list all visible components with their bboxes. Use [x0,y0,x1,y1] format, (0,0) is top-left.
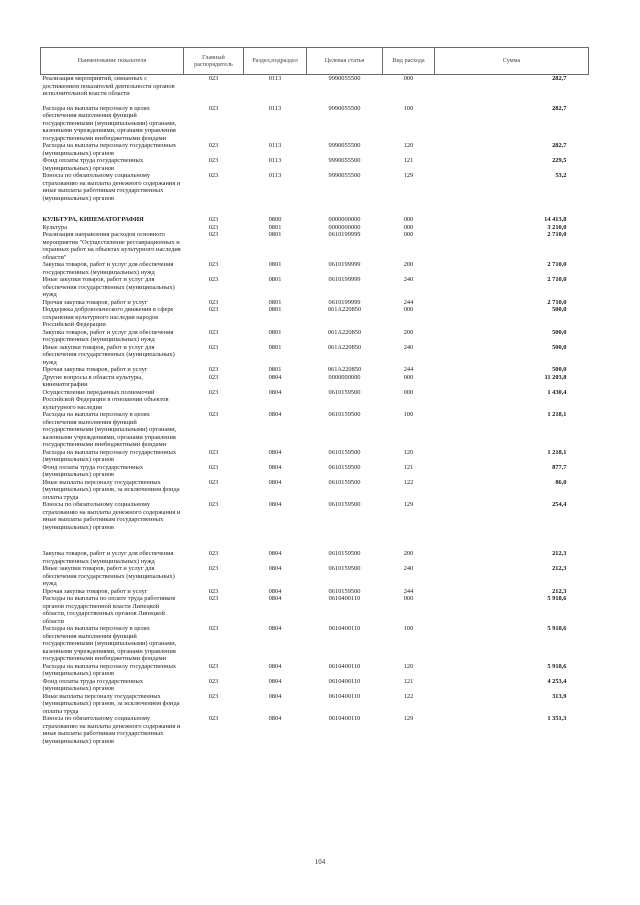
row-admin: 023 [208,172,219,179]
row-section: 0804 [268,625,282,632]
row-section: 0801 [268,261,282,268]
row-name: Закупка товаров, работ и услуг для обеспечения государственных (муниципальных) нужд [42,328,174,343]
row-sum: 229,5 [552,157,567,164]
row-admin: 023 [208,565,219,572]
row-admin: 023 [208,261,219,268]
row-article: 0000000000 [328,223,361,231]
row-sum: 5 918,6 [547,595,567,602]
row-admin: 023 [208,692,219,700]
row-name: Взносы по обязательному социальному страхованию на выплаты денежного содержания и иные выплаты работникам государственных (муниципальных) органов [42,501,181,531]
row-type: 000 [403,223,414,231]
table-row [41,663,589,678]
table-row [41,565,589,588]
row-name: Закупка товаров, работ и услуг для обеспечения государственных (муниципальных) нужд [42,550,174,565]
row-article: 0610199999 [328,298,361,306]
row-type: 129 [403,172,414,179]
row-name: Прочая закупка товаров, работ и услуг [42,587,148,595]
row-type: 244 [403,587,414,595]
page-number: 104 [314,858,326,866]
table-row [41,678,589,693]
row-type: 120 [403,662,414,670]
row-type: 240 [403,343,414,351]
row-sum: 2 710,0 [547,298,567,306]
row-type: 200 [403,261,414,268]
row-sum: 212,3 [552,550,567,557]
row-admin: 023 [208,550,219,557]
row-article: 9990055500 [328,157,361,164]
row-type: 240 [403,276,414,283]
row-admin: 023 [208,595,219,602]
row-type: 120 [403,448,414,456]
row-article: 0610400110 [328,692,361,700]
row-article: 0610159500 [328,448,361,456]
row-section: 0804 [268,411,282,418]
row-name: Закупка товаров, работ и услуг для обеспечения государственных (муниципальных) нужд [42,261,174,276]
row-name: Фонд оплаты труда государственных (муниципальных) органов [42,677,144,692]
row-sum: 500,0 [552,343,567,351]
row-section: 0801 [268,343,282,351]
row-section: 0113 [268,104,282,112]
row-type: 129 [403,501,414,508]
row-sum: 14 413,8 [544,216,567,223]
row-type: 244 [403,298,414,306]
row-name: Прочая закупка товаров, работ и услуг [42,298,148,306]
row-sum: 2 710,0 [547,276,567,283]
row-section: 0804 [268,448,282,456]
row-admin: 023 [208,298,219,306]
row-admin: 023 [208,306,219,313]
table-row [41,693,589,716]
header-section: Раздел,подраздел [244,48,307,75]
row-sum: 877,7 [552,463,567,471]
table-row [41,588,589,596]
table-row [41,501,589,531]
row-type: 200 [403,328,414,336]
row-name: Реализация мероприятий, связанных с достижением показателей деятельности органов исполнительной власти области [42,75,175,97]
table-row [41,389,589,412]
table-row [41,366,589,374]
row-section: 0804 [268,595,282,602]
row-name: Осуществление переданных полномочий Российской Федерации в отношении объектов культурного наследия [42,388,169,411]
row-sum: 3 210,0 [547,223,567,231]
table-row [41,329,589,344]
table-row [41,595,589,625]
row-sum: 5 918,6 [547,662,567,670]
row-type: 100 [403,104,414,112]
table-row [41,306,589,329]
row-type: 240 [403,565,414,572]
row-admin: 023 [208,411,219,418]
table-row [41,411,589,449]
row-article: 061A220850 [327,306,362,313]
row-type: 122 [403,692,414,700]
row-section: 0801 [268,306,282,313]
row-section: 0801 [268,298,282,306]
row-article: 0610159500 [328,411,361,418]
row-section: 0804 [268,550,282,557]
row-type: 121 [403,463,414,471]
row-article: 0610400110 [328,662,361,670]
row-name: Иные закупки товаров, работ и услуг для обеспечения государственных (муниципальных) нужд [42,565,175,587]
row-sum: 212,3 [552,565,567,572]
row-article: 0610159500 [328,565,361,572]
row-article: 061A220850 [327,328,362,336]
row-section: 0804 [268,373,282,381]
row-sum: 282,7 [552,104,567,112]
row-admin: 023 [208,463,219,471]
row-article: 0610400110 [328,715,361,722]
row-name: КУЛЬТУРА, КИНЕМАТОГРАФИЯ [42,216,144,223]
row-section: 0804 [268,677,282,685]
row-type: 000 [403,306,414,313]
row-article: 0610199999 [328,261,361,268]
row-admin: 023 [208,276,219,283]
row-article: 0610159500 [328,463,361,471]
table-row [41,531,589,565]
table-row [41,98,589,143]
row-name: Расходы на выплаты персоналу государственных (муниципальных) органов [42,142,177,157]
row-admin: 023 [208,231,219,238]
row-section: 0804 [268,662,282,670]
row-sum: 53,2 [555,172,567,179]
row-section: 0801 [268,366,282,373]
row-section: 0804 [268,715,282,722]
row-article: 061A220850 [327,343,362,351]
row-sum: 1 430,4 [547,388,567,396]
table-row [41,75,589,98]
table-header [41,48,589,75]
row-sum: 500,0 [552,366,567,373]
row-type: 129 [403,715,414,722]
row-admin: 023 [208,75,219,82]
row-admin: 023 [208,448,219,456]
row-name: Расходы на выплаты по оплате труда работников органов государственной власти Липецкой области, государственных органов Липецкой области [42,595,176,625]
row-name: Прочая закупка товаров, работ и услуг [42,366,148,373]
row-admin: 023 [208,501,219,508]
row-name: Расходы на выплаты персоналу в целях обеспечения выполнения функций государственными (муниципальными) органами, казенными учреждениями, органами управления государственными внебюджетными фондами [42,104,177,142]
row-section: 0804 [268,478,282,486]
row-type: 000 [403,388,414,396]
row-name: Фонд оплаты труда государственных (муниципальных) органов [42,463,144,478]
row-sum: 500,0 [552,328,567,336]
row-name: Реализация направления расходов основного мероприятия "Осуществление реставрационных и охранных работ на объектах культурного наследия области" [42,231,181,261]
row-sum: 1 218,1 [547,448,567,456]
row-name: Взносы по обязательному социальному страхованию на выплаты денежного содержания и иные выплаты работникам государственных (муниципальных) органов [42,172,181,202]
row-type: 000 [403,231,414,238]
row-article: 0610199999 [328,276,361,283]
row-sum: 500,0 [552,306,567,313]
budget-table [40,47,589,745]
row-name: Расходы на выплаты персоналу государственных (муниципальных) органов [42,448,177,463]
row-article: 061A220850 [327,366,362,373]
header-name: Наименование показателя [41,48,184,75]
row-admin: 023 [208,478,219,486]
row-section: 0113 [268,142,282,149]
row-name: Расходы на выплаты персоналу в целях обеспечения выполнения функций государственными (муниципальными) органами, казенными учреждениями, органами управления государственными внебюджетными фондами [42,411,177,448]
table-row [41,715,589,745]
row-admin: 023 [208,662,219,670]
row-admin: 023 [208,587,219,595]
row-section: 0804 [268,565,282,572]
row-article: 0000000000 [328,216,361,223]
row-admin: 023 [208,715,219,722]
row-sum: 282,7 [552,75,567,82]
table-row [41,299,589,307]
row-type: 100 [403,411,414,418]
row-admin: 023 [208,677,219,685]
row-name: Иные закупки товаров, работ и услуг для обеспечения государственных (муниципальных) нужд [42,343,175,366]
table-row [41,202,589,224]
table-body [41,75,589,746]
row-sum: 313,9 [552,692,567,700]
table-row [41,172,589,202]
row-section: 0801 [268,328,282,336]
header-type: Вид расхода [383,48,435,75]
row-section: 0113 [268,75,282,82]
row-name: Культура [42,223,67,231]
row-admin: 023 [208,373,219,381]
row-type: 000 [403,373,414,381]
row-article: 0610159500 [328,550,361,557]
row-type: 121 [403,677,414,685]
table-row [41,261,589,276]
row-name: Иные закупки товаров, работ и услуг для обеспечения государственных (муниципальных) нужд [42,276,175,298]
row-admin: 023 [208,328,219,336]
table-row [41,142,589,157]
row-sum: 2 710,0 [547,231,567,238]
row-section: 0804 [268,463,282,471]
row-section: 0800 [268,216,282,223]
row-admin: 023 [208,388,219,396]
row-section: 0804 [268,388,282,396]
header-admin: Главный распорядитель [184,48,244,75]
row-name: Взносы по обязательному социальному страхованию на выплаты денежного содержания и иные выплаты работникам государственных (муниципальных) органов [42,715,181,745]
row-section: 0804 [268,587,282,595]
table-row [41,625,589,663]
row-article: 0610400110 [328,677,361,685]
row-section: 0801 [268,223,282,231]
row-type: 244 [403,366,414,373]
row-sum: 212,3 [552,587,567,595]
table-row [41,224,589,232]
row-admin: 023 [208,343,219,351]
row-article: 0610159500 [328,478,361,486]
row-name: Другие вопросы в области культуры, кинематографии [42,373,143,388]
row-sum: 282,7 [552,142,567,149]
row-sum: 254,4 [552,501,567,508]
header-sum: Сумма [435,48,589,75]
row-name: Расходы на выплаты персоналу государственных (муниципальных) органов [42,662,177,677]
row-type: 000 [403,75,414,82]
row-sum: 11 203,8 [544,373,567,381]
row-type: 000 [403,216,414,223]
table-row [41,157,589,172]
row-article: 9990055500 [328,172,361,179]
row-admin: 023 [208,223,219,231]
row-sum: 2 710,0 [547,261,567,268]
table-row [41,231,589,261]
row-type: 200 [403,550,414,557]
row-admin: 023 [208,366,219,373]
row-sum: 4 253,4 [547,677,567,685]
table-row [41,344,589,367]
row-section: 0801 [268,276,282,283]
row-name: Иные выплаты персоналу государственных (муниципальных) органов, за исключением фонда оплаты труда [42,692,180,715]
row-sum: 86,0 [555,478,567,486]
row-sum: 5 918,6 [547,625,567,632]
row-article: 0610400110 [328,625,361,632]
row-article: 9990055500 [328,142,361,149]
row-article: 0610159500 [328,501,361,508]
row-admin: 023 [208,104,219,112]
row-section: 0804 [268,501,282,508]
row-article: 9990055500 [328,75,361,82]
row-section: 0804 [268,692,282,700]
row-type: 100 [403,625,414,632]
row-article: 0610400110 [328,595,361,602]
row-section: 0113 [268,157,282,164]
table-row [41,479,589,502]
row-admin: 023 [208,142,219,149]
row-article: 0610199999 [328,231,361,238]
table-row [41,276,589,299]
row-sum: 1 351,3 [547,715,567,722]
header-article: Целевая статья [307,48,383,75]
table-row [41,449,589,464]
row-type: 000 [403,595,414,602]
table-row [41,464,589,479]
row-article: 0610159500 [328,388,361,396]
row-sum: 1 218,1 [547,411,567,418]
row-admin: 023 [208,216,219,223]
row-name: Поддержка добровольческого движения в сфере сохранения культурного наследия народов Российской Федерации [42,306,174,328]
row-article: 0000000000 [328,373,361,381]
row-type: 122 [403,478,414,486]
row-admin: 023 [208,625,219,632]
row-name: Расходы на выплаты персоналу в целях обеспечения выполнения функций государственными (муниципальными) органами, казенными учреждениями, органами управления государственными внебюджетными фондами [42,625,177,662]
row-name: Иные выплаты персоналу государственных (муниципальных) органов, за исключением фонда оплаты труда [42,478,180,501]
row-type: 121 [403,157,414,164]
row-article: 0610159500 [328,587,361,595]
row-name: Фонд оплаты труда государственных (муниципальных) органов [42,157,144,172]
table-row [41,374,589,389]
row-article: 9990055500 [328,104,361,112]
row-admin: 023 [208,157,219,164]
row-type: 120 [403,142,414,149]
row-section: 0113 [268,172,282,179]
row-section: 0801 [268,231,282,238]
